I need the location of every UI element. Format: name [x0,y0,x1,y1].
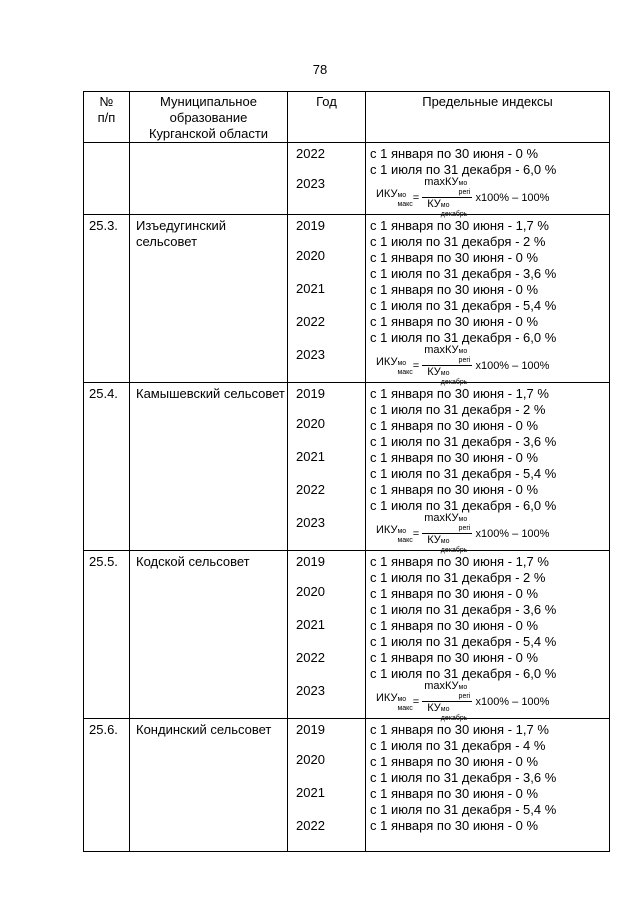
year-label: 2021 [296,449,325,464]
formula-numerator [422,176,472,198]
index-line: с 1 июля по 31 декабря - 5,4 % [370,634,557,649]
formula-num-main: maxКУ [424,512,459,524]
formula-lhs-sub: макс [397,201,413,208]
year-label: 2020 [296,416,325,431]
formula-den-sup: мо [440,538,450,545]
index-line: с 1 января по 30 июня - 0 % [370,282,539,297]
formula-den-sup: мо [440,370,450,377]
index-line: с 1 января по 30 июня - 0 % [370,786,539,801]
index-line: с 1 июля по 31 декабря - 3,6 % [370,266,557,281]
formula-fraction [422,680,472,723]
formula-fraction [422,512,472,555]
municipality-name-text: Кодской сельсовет [136,554,250,569]
header-year-text: Год [316,94,337,109]
formula-lhs-sub: макс [397,369,413,376]
formula-denominator [425,366,469,387]
municipality-name [130,551,288,719]
index-period-group [370,618,609,650]
formula-den-indices [441,201,468,219]
year-label: 2022 [296,146,325,161]
index-line: с 1 июля по 31 декабря - 6,0 % [370,666,557,681]
formula-tail: х100% – 100% [475,359,550,372]
row-number-text: 25.5. [89,554,118,569]
index-line: с 1 июля по 31 декабря - 5,4 % [370,466,557,481]
table-header-row [84,92,610,143]
formula-lhs-sub: макс [397,705,413,712]
row-number-text: 25.3. [89,218,118,233]
year-label: 2022 [296,482,325,497]
index-line: с 1 июля по 31 декабря - 4 % [370,738,546,753]
limit-indices-table [83,91,610,852]
index-line: с 1 июля по 31 декабря - 3,6 % [370,770,557,785]
formula-denominator [425,198,469,219]
formula-den-sub: декабрь [440,547,468,554]
year-label: 2020 [296,752,325,767]
year-label: 2023 [296,347,325,362]
index-line: с 1 января по 30 июня - 0 % [370,482,539,497]
year-label: 2023 [296,515,325,530]
index-period-group [370,650,609,682]
formula-num-sub: регi [458,693,471,700]
header-num-text: № п/п [97,94,116,125]
index-period-group [370,418,609,450]
index-line: с 1 июля по 31 декабря - 5,4 % [370,298,557,313]
formula-lhs-indices [397,359,412,377]
table-row [84,551,610,719]
formula-lhs-main: ИКУ [376,524,398,536]
index-line: с 1 июля по 31 декабря - 6,0 % [370,498,557,513]
limit-index-formula [370,512,609,554]
index-line: с 1 января по 30 июня - 0 % [370,818,539,833]
index-line: с 1 января по 30 июня - 0 % [370,650,539,665]
header-num [84,92,130,143]
formula-num-sub: регi [458,525,471,532]
formula-lhs-sup: мо [397,360,407,367]
municipality-name [130,215,288,383]
table-row [84,143,610,215]
index-line: с 1 июля по 31 декабря - 3,6 % [370,434,557,449]
index-line: с 1 января по 30 июня - 0 % [370,754,539,769]
table-row [84,383,610,551]
years-cell [288,143,366,215]
index-period-group [370,143,609,178]
municipality-name-text [130,143,287,146]
indices-cell [366,143,610,218]
index-period-group [370,754,609,786]
header-indices [366,92,610,143]
index-line: с 1 июля по 31 декабря - 2 % [370,402,546,417]
page-number: 78 [312,62,328,77]
index-line: с 1 января по 30 июня - 1,7 % [370,218,549,233]
formula-den-indices [441,537,468,555]
index-period-group [370,482,609,514]
index-line: с 1 января по 30 июня - 0 % [370,250,539,265]
index-period-group [370,786,609,818]
year-label: 2019 [296,218,325,233]
formula-lhs-indices [397,191,412,209]
row-number-text [84,143,129,146]
formula-fraction [422,176,472,219]
years-cell [288,383,366,551]
formula-lhs-indices [397,527,412,545]
municipality-name [130,143,288,215]
header-year [288,92,366,143]
formula-lhs-main: ИКУ [376,188,398,200]
year-label: 2021 [296,617,325,632]
formula-num-indices [459,179,471,197]
index-line: с 1 января по 30 июня - 1,7 % [370,386,549,401]
formula-tail: х100% – 100% [475,695,550,708]
formula-lhs-sup: мо [397,696,407,703]
year-label: 2023 [296,683,325,698]
index-line: с 1 июля по 31 декабря - 2 % [370,570,546,585]
years-cell [288,551,366,719]
index-period-group [370,551,609,586]
year-label: 2022 [296,314,325,329]
year-label: 2019 [296,722,325,737]
year-label: 2019 [296,554,325,569]
year-label: 2021 [296,281,325,296]
formula-lhs-sub: макс [397,537,413,544]
table-body [84,143,610,852]
municipality-name-text: Изъедугинский сельсовет [136,218,227,249]
formula-num-indices [459,683,471,701]
index-line: с 1 июля по 31 декабря - 6,0 % [370,330,557,345]
formula-lhs-main: ИКУ [376,356,398,368]
formula-lhs-main: ИКУ [376,692,398,704]
formula-num-sub: регi [458,357,471,364]
index-period-group [370,250,609,282]
year-label: 2021 [296,785,325,800]
year-label: 2019 [296,386,325,401]
formula-num-main: maxКУ [424,176,459,188]
formula-equals: = [412,695,420,708]
formula-den-sub: декабрь [440,715,468,722]
municipality-name-text: Камышевский сельсовет [136,386,285,401]
formula-equals: = [412,359,420,372]
row-number-text: 25.4. [89,386,118,401]
formula-num-main: maxКУ [424,344,459,356]
formula-lhs [376,354,413,377]
index-line: с 1 января по 30 июня - 1,7 % [370,554,549,569]
formula-num-indices [459,347,471,365]
formula-den-main: КУ [427,366,441,378]
year-label: 2023 [296,176,325,191]
index-line: с 1 июля по 31 декабря - 2 % [370,234,546,249]
index-line: с 1 января по 30 июня - 0 % [370,618,539,633]
header-municipality [130,92,288,143]
indices-cell [366,551,610,722]
header-indices-text: Предельные индексы [422,94,553,109]
formula-tail: х100% – 100% [475,191,550,204]
formula-denominator [425,534,469,555]
municipality-name-text: Кондинский сельсовет [136,722,272,737]
formula-num-sup: мо [458,180,468,187]
formula-den-sup: мо [440,202,450,209]
indices-cell [366,383,610,554]
index-line: с 1 июля по 31 декабря - 6,0 % [370,162,557,177]
row-number [84,215,130,383]
index-period-group [370,586,609,618]
formula-den-sub: декабрь [440,211,468,218]
formula-den-indices [441,705,468,723]
index-line: с 1 июля по 31 декабря - 5,4 % [370,802,557,817]
formula-lhs [376,522,413,545]
municipality-name [130,719,288,852]
row-number [84,383,130,551]
limit-index-formula [370,176,609,218]
header-municipality-text: Муниципальное образование Курганской области [148,94,269,141]
formula-equals: = [412,527,420,540]
formula-fraction [422,344,472,387]
formula-lhs-sup: мо [397,528,407,535]
formula-lhs-indices [397,695,412,713]
index-period-group [370,450,609,482]
formula-num-sub: регi [458,189,471,196]
indices-cell [366,215,610,386]
limit-index-formula [370,344,609,386]
formula-num-main: maxКУ [424,680,459,692]
row-number [84,143,130,215]
formula-num-indices [459,515,471,533]
formula-lhs-sup: мо [397,192,407,199]
formula-numerator [422,680,472,702]
limit-index-formula [370,680,609,722]
formula-tail: х100% – 100% [475,527,550,540]
formula-equals: = [412,191,420,204]
index-period-group [370,818,609,837]
row-number-text: 25.6. [89,722,118,737]
formula-denominator [425,702,469,723]
index-line: с 1 января по 30 июня - 0 % [370,586,539,601]
index-line: с 1 июля по 31 декабря - 3,6 % [370,602,557,617]
year-label: 2022 [296,818,325,833]
years-cell [288,719,366,852]
formula-den-main: КУ [427,534,441,546]
formula-den-sup: мо [440,706,450,713]
formula-den-indices [441,369,468,387]
formula-lhs [376,186,413,209]
formula-lhs [376,690,413,713]
formula-den-main: КУ [427,198,441,210]
index-line: с 1 января по 30 июня - 1,7 % [370,722,549,737]
row-number [84,551,130,719]
formula-num-sup: мо [458,684,468,691]
index-period-group [370,314,609,346]
municipality-name [130,383,288,551]
index-period-group [370,215,609,250]
year-label: 2020 [296,584,325,599]
index-line: с 1 января по 30 июня - 0 % [370,418,539,433]
index-line: с 1 января по 30 июня - 0 % [370,450,539,465]
formula-num-sup: мо [458,348,468,355]
formula-num-sup: мо [458,516,468,523]
index-period-group [370,719,609,754]
index-period-group [370,383,609,418]
indices-cell [366,719,610,852]
formula-den-sub: декабрь [440,379,468,386]
index-line: с 1 января по 30 июня - 0 % [370,314,539,329]
formula-numerator [422,344,472,366]
table-row [84,719,610,852]
formula-numerator [422,512,472,534]
year-label: 2022 [296,650,325,665]
index-period-group [370,282,609,314]
year-label: 2020 [296,248,325,263]
index-line: с 1 января по 30 июня - 0 % [370,146,539,161]
row-number [84,719,130,852]
years-cell [288,215,366,383]
formula-den-main: КУ [427,702,441,714]
table-row [84,215,610,383]
